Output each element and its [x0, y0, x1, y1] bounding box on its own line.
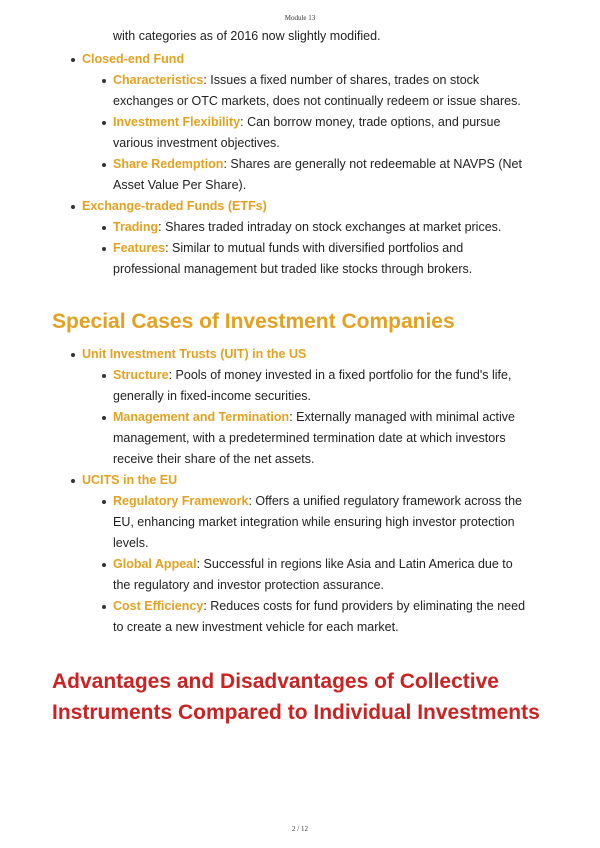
item-label: Regulatory Framework — [113, 494, 249, 508]
item-text: : Shares are generally not redeemable at NAVPS (Net Asset Value Per Share). — [113, 157, 522, 192]
continuation-text: with categories as of 2016 now slightly modified. — [113, 29, 381, 43]
sub-list — [82, 217, 600, 280]
item-text: : Can borrow money, trade options, and pursue various investment objectives. — [113, 115, 501, 150]
fund-list-1 — [0, 49, 600, 280]
list-item — [0, 470, 600, 638]
item-label: Trading — [113, 220, 159, 234]
section-heading-advantages: Advantages and Disadvantages of Collective Instruments Compared to Individual Investments — [52, 670, 540, 724]
list-item — [0, 196, 600, 280]
page-footer: 2 / 12 — [292, 825, 308, 833]
item-text: : Successful in regions like Asia and Latin America due to the regulatory and investor protection assurance. — [113, 557, 513, 592]
list-item — [113, 596, 528, 638]
item-text: : Externally managed with minimal active management, with a predetermined termination date at which investors receive their share of the net assets. — [113, 410, 515, 466]
fund-title: UCITS in the EU — [82, 473, 178, 487]
list-item — [113, 112, 528, 154]
item-text: : Similar to mutual funds with diversified portfolios and professional management but traded like stocks through brokers. — [113, 241, 473, 276]
item-text: : Pools of money invested in a fixed portfolio for the fund's life, generally in fixed-income securities. — [113, 368, 512, 403]
list-item — [113, 217, 528, 238]
list-item — [113, 365, 528, 407]
page-header: Module 13 — [284, 14, 316, 22]
item-label: Share Redemption — [113, 157, 224, 171]
item-text: : Issues a fixed number of shares, trades on stock exchanges or OTC markets, does not continually redeem or issue shares. — [113, 73, 521, 108]
fund-list-2 — [0, 344, 600, 638]
sub-list — [82, 365, 600, 470]
fund-title: Unit Investment Trusts (UIT) in the US — [82, 347, 307, 361]
page-content — [0, 26, 600, 728]
item-label: Characteristics — [113, 73, 204, 87]
list-item — [113, 554, 528, 596]
list-item — [113, 154, 528, 196]
fund-title: Closed-end Fund — [82, 52, 185, 66]
list-item — [113, 70, 528, 112]
item-label: Cost Efficiency — [113, 599, 204, 613]
item-label: Management and Termination — [113, 410, 290, 424]
item-label: Global Appeal — [113, 557, 197, 571]
section-heading: Special Cases of Investment Companies — [52, 310, 455, 333]
list-item — [0, 344, 600, 470]
list-item — [113, 407, 528, 470]
item-label: Structure — [113, 368, 169, 382]
item-label: Investment Flexibility — [113, 115, 241, 129]
sub-list — [82, 491, 600, 638]
list-item — [113, 491, 528, 554]
item-text: : Reduces costs for fund providers by eliminating the need to create a new investment vehicle for each market. — [113, 599, 526, 634]
sub-list — [82, 70, 600, 196]
item-text: : Shares traded intraday on stock exchanges at market prices. — [158, 220, 502, 234]
item-text: : Offers a unified regulatory framework across the EU, enhancing market integration while ensuring high investor protection levels. — [113, 494, 522, 550]
fund-title: Exchange-traded Funds (ETFs) — [82, 199, 267, 213]
list-item — [113, 238, 528, 280]
item-label: Features — [113, 241, 166, 255]
list-item — [0, 49, 600, 196]
